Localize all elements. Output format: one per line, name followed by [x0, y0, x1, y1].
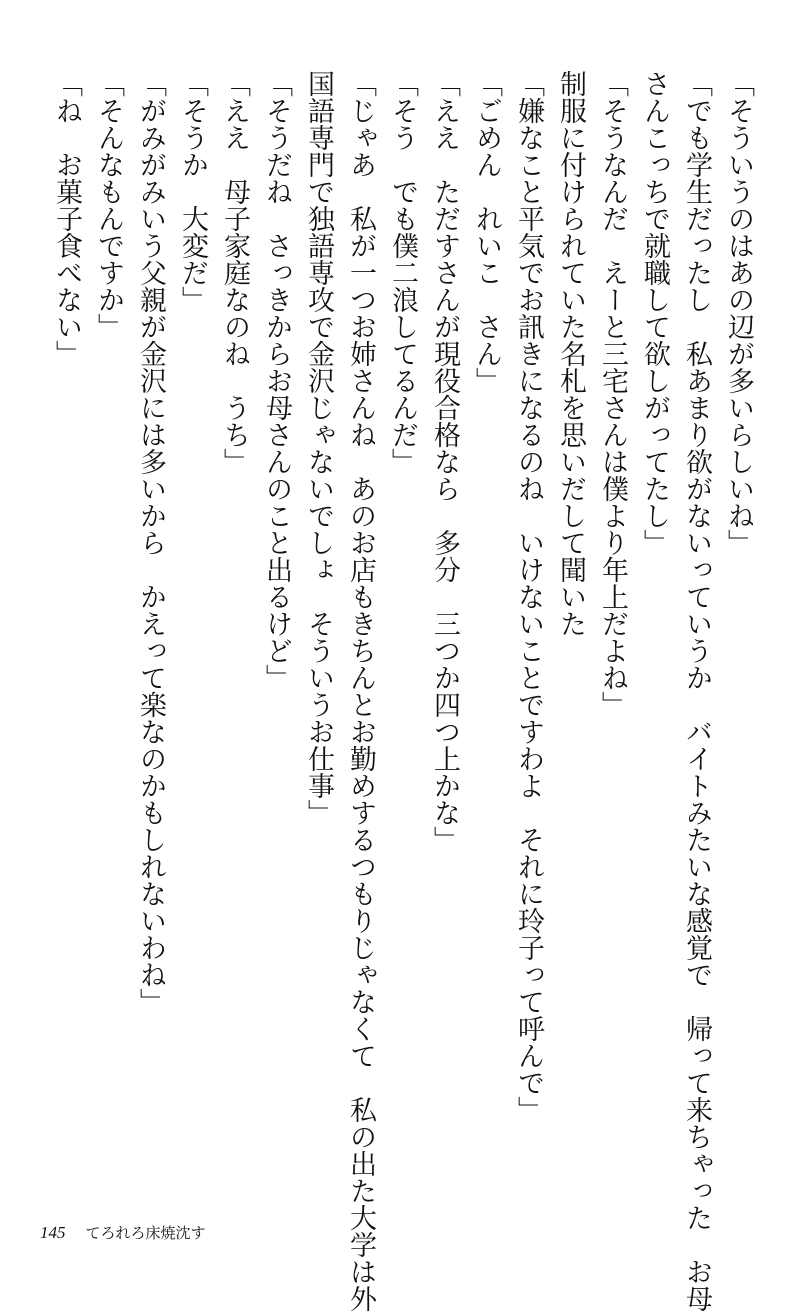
- text-line: 「じゃあ 私が一つお姉さんね あのお店もきちんとお勤めするつもりじゃなくて 私の出た大学は外: [345, 70, 376, 1312]
- text-line: 「ね お菓子食べない」: [51, 70, 82, 367]
- text-line: 「そう でも僕二浪してるんだ」: [387, 70, 418, 475]
- text-line: さんこっちで就職して欲しがってたし」: [639, 70, 670, 556]
- text-line: 「嫌なこと平気でお訊きになるのね いけないことですわよ それに玲子って呼んで」: [513, 70, 544, 1123]
- text-line: 国語専門で独語専攻で金沢じゃないでしょ そういうお仕事」: [303, 70, 334, 826]
- text-line: 「そうなんだ えーと三宅さんは僕より年上だよね」: [597, 70, 628, 718]
- text-line: 「でも学生だったし 私あまり欲がないっていうか バイトみたいな感覚で 帰って来ちゃった お母: [681, 70, 712, 1312]
- text-line: 「そんなもんですか」: [93, 70, 124, 340]
- text-line: 制服に付けられていた名札を思いだして聞いた: [555, 70, 586, 637]
- text-line: 「ごめん れいこ さん」: [471, 70, 502, 394]
- text-line: 「そうか 大変だ」: [177, 70, 208, 313]
- text-line: 「がみがみいう父親が金沢には多いから かえって楽なのかもしれないわね」: [135, 70, 166, 1015]
- page-footer: [40, 1222, 206, 1246]
- text-line: 「ええ ただすさんが現役合格なら 多分 三つか四つ上かな」: [429, 70, 460, 853]
- text-line: 「そうだね さっきからお母さんのこと出るけど」: [261, 70, 292, 691]
- text-line: 「そういうのはあの辺が多いらしいね」: [723, 70, 754, 556]
- running-title: てろれろ床焼沈す: [85, 1224, 206, 1242]
- page-number: 145: [40, 1223, 66, 1242]
- text-line: 「ええ 母子家庭なのね うち」: [219, 70, 250, 475]
